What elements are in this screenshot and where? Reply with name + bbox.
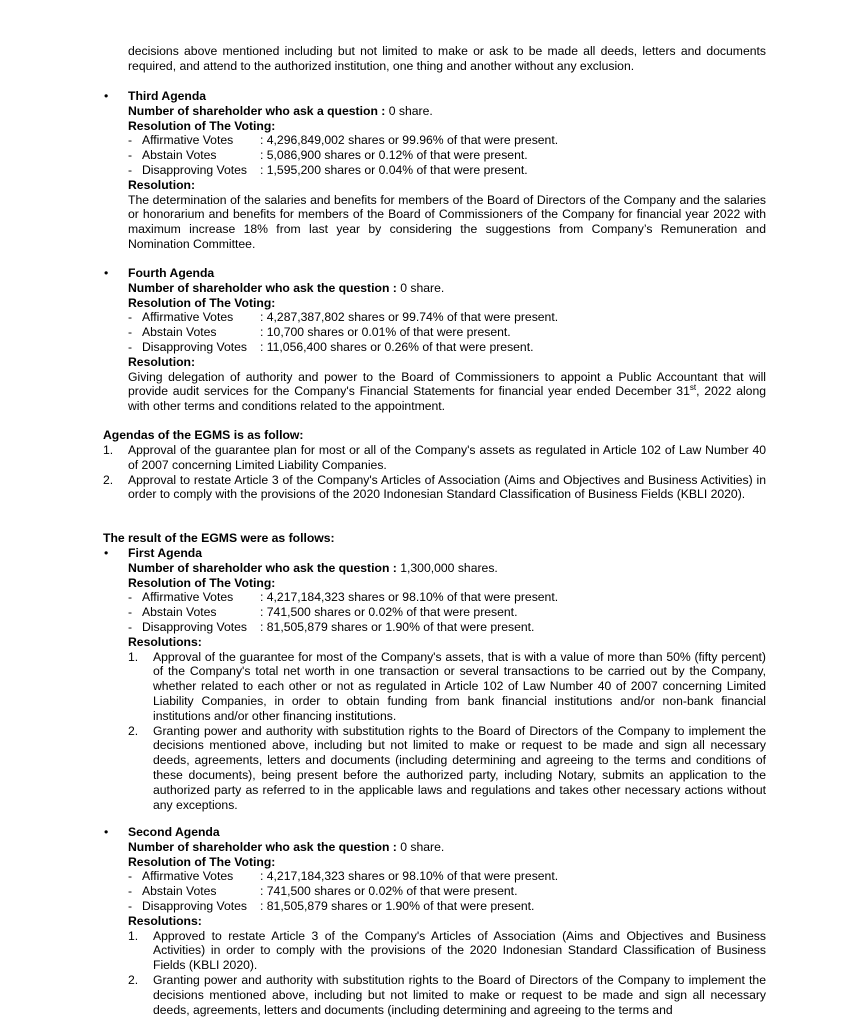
list-item-text: Approval to restate Article 3 of the Company's Articles of Association (Aims and Objectives and Business Activities) in order to comply with the provisions of the 2020 Indonesian Standard Classification of Business Fields (KBLI 2020). bbox=[128, 472, 766, 502]
vote-row: - Abstain Votes : 741,500 shares or 0.02% of that were present. bbox=[128, 884, 518, 899]
question-line bbox=[128, 281, 766, 296]
vote-value: : 1,595,200 shares or 0.04% of that were present. bbox=[260, 162, 528, 177]
egms-agendas-list bbox=[103, 443, 766, 502]
egms-result-heading: The result of the EGMS were as follows: bbox=[103, 531, 335, 545]
vote-label: Abstain Votes bbox=[142, 325, 217, 340]
agenda-title: Second Agenda bbox=[128, 825, 220, 839]
vote-row: - Disapproving Votes : 81,505,879 shares or 1.90% of that were present. bbox=[128, 619, 535, 634]
agenda-title: Third Agenda bbox=[128, 89, 207, 103]
question-line bbox=[128, 561, 766, 576]
intro-paragraph: decisions above mentioned including but not limited to make or ask to be made all deeds, letters and documents required, and attend to the authorized institution, one thing and another without any exclusion. bbox=[128, 44, 766, 73]
resolution-item-text: Approval of the guarantee for most of the Company's assets, that is with a value of more than 50% (fifty percent) of the Company's total net worth in one transaction or several transactions to be carried out by the Company, whether related to each other or not as regulated in Article 102 of Law Number 40 of 2007 concerning Limited Liability Companies, in order to obtain funding from bank financial institutions and/or non-bank financial institutions and/or other financing institutions. bbox=[153, 649, 766, 723]
voting-label: Resolution of The Voting: bbox=[128, 854, 276, 869]
vote-label: Abstain Votes bbox=[142, 605, 217, 620]
resolution-label: Resolution: bbox=[128, 177, 196, 192]
vote-label: Disapproving Votes bbox=[142, 898, 248, 913]
vote-value: : 4,287,387,802 shares or 99.74% of that were present. bbox=[260, 310, 559, 325]
vote-row: - Disapproving Votes : 1,595,200 shares or 0.04% of that were present. bbox=[128, 162, 528, 177]
question-label: Number of shareholder who ask a question : bbox=[128, 103, 386, 118]
vote-row: - Disapproving Votes : 81,505,879 shares or 1.90% of that were present. bbox=[128, 898, 535, 913]
vote-value: : 4,217,184,323 shares or 98.10% of that were present. bbox=[260, 869, 559, 884]
vote-label: Affirmative Votes bbox=[142, 869, 234, 884]
list-number: 2. bbox=[128, 723, 139, 738]
vote-row: - Disapproving Votes : 11,056,400 shares or 0.26% of that were present. bbox=[128, 339, 534, 354]
ordinal-suffix: st bbox=[689, 383, 697, 393]
fourth-agenda-section bbox=[104, 266, 766, 414]
vote-label: Affirmative Votes bbox=[142, 590, 234, 605]
vote-row: - Affirmative Votes : 4,287,387,802 shares or 99.74% of that were present. bbox=[128, 310, 559, 325]
bullet-icon: • bbox=[104, 266, 109, 280]
vote-label: Disapproving Votes bbox=[142, 162, 248, 177]
bullet-icon: • bbox=[104, 89, 109, 103]
list-item bbox=[103, 443, 766, 473]
vote-value: : 81,505,879 shares or 1.90% of that were present. bbox=[260, 898, 535, 913]
resolution-text bbox=[128, 370, 766, 414]
resolution-item bbox=[128, 650, 766, 724]
resolution-text: The determination of the salaries and benefits for members of the Board of Directors of the Company and the salaries or honorarium and benefits for members of the Board of Commissioners of the Company for financial year 2022 with maximum increase 18% from last year by considering the suggestions from Company’s Remuneration and Nomination Committee. bbox=[128, 192, 766, 251]
list-number: 1. bbox=[103, 443, 114, 457]
vote-label: Abstain Votes bbox=[142, 148, 217, 163]
vote-label: Disapproving Votes bbox=[142, 339, 248, 354]
egms-agendas-heading: Agendas of the EGMS is as follow: bbox=[103, 428, 304, 442]
vote-value: : 4,296,849,002 shares or 99.96% of that were present. bbox=[260, 133, 559, 148]
vote-row: - Abstain Votes : 741,500 shares or 0.02% of that were present. bbox=[128, 605, 518, 620]
vote-label: Affirmative Votes bbox=[142, 133, 234, 148]
voting-label: Resolution of The Voting: bbox=[128, 295, 276, 310]
third-agenda-section bbox=[104, 89, 766, 252]
resolution-item-text: Granting power and authority with substitution rights to the Board of Directors of the Company to implement the decisions mentioned above, including but not limited to make or request to be made and sign all necessary deeds, agreements, letters and documents (including determining and agreeing to the terms and bbox=[153, 972, 766, 1017]
vote-row: - Affirmative Votes : 4,217,184,323 shares or 98.10% of that were present. bbox=[128, 590, 559, 605]
question-label: Number of shareholder who ask the question : bbox=[128, 280, 397, 295]
resolution-item bbox=[128, 724, 766, 813]
voting-label: Resolution of The Voting: bbox=[128, 575, 276, 590]
bullet-icon: • bbox=[104, 546, 109, 560]
resolution-item bbox=[128, 973, 766, 1017]
vote-value: : 741,500 shares or 0.02% of that were present. bbox=[260, 884, 518, 899]
vote-value: : 10,700 shares or 0.01% of that were present. bbox=[260, 325, 511, 340]
voting-label: Resolution of The Voting: bbox=[128, 118, 276, 133]
question-value: 0 share. bbox=[396, 839, 445, 854]
list-item bbox=[103, 473, 766, 503]
vote-label: Affirmative Votes bbox=[142, 310, 234, 325]
resolutions-label: Resolutions: bbox=[128, 634, 202, 649]
agenda-title: Fourth Agenda bbox=[128, 266, 215, 280]
bullet-icon: • bbox=[104, 825, 109, 839]
vote-row: - Affirmative Votes : 4,217,184,323 shares or 98.10% of that were present. bbox=[128, 869, 559, 884]
list-number: 2. bbox=[128, 972, 139, 987]
question-label: Number of shareholder who ask the question : bbox=[128, 560, 397, 575]
list-number: 2. bbox=[103, 472, 114, 487]
resolutions-label: Resolutions: bbox=[128, 913, 202, 928]
question-value: 0 share. bbox=[396, 280, 445, 295]
first-agenda-section bbox=[104, 546, 766, 812]
list-number: 1. bbox=[128, 649, 139, 664]
vote-value: : 5,086,900 shares or 0.12% of that were present. bbox=[260, 148, 528, 163]
question-line bbox=[128, 840, 766, 855]
vote-row: - Abstain Votes : 10,700 shares or 0.01% of that were present. bbox=[128, 325, 511, 340]
list-number: 1. bbox=[128, 928, 139, 943]
question-label: Number of shareholder who ask the question : bbox=[128, 839, 397, 854]
vote-row: - Abstain Votes : 5,086,900 shares or 0.12% of that were present. bbox=[128, 148, 528, 163]
vote-row: - Affirmative Votes : 4,296,849,002 shares or 99.96% of that were present. bbox=[128, 133, 559, 148]
vote-value: : 741,500 shares or 0.02% of that were present. bbox=[260, 605, 518, 620]
vote-label: Abstain Votes bbox=[142, 884, 217, 899]
vote-value: : 11,056,400 shares or 0.26% of that were present. bbox=[260, 339, 534, 354]
vote-value: : 4,217,184,323 shares or 98.10% of that were present. bbox=[260, 590, 559, 605]
agenda-title: First Agenda bbox=[128, 546, 203, 560]
question-value: 1,300,000 shares. bbox=[396, 560, 498, 575]
resolution-label: Resolution: bbox=[128, 354, 196, 369]
vote-value: : 81,505,879 shares or 1.90% of that were present. bbox=[260, 619, 535, 634]
resolution-text-part: , 2022 along with other terms and conditions related to the appointment. bbox=[128, 384, 767, 414]
resolution-text-part: Giving delegation of authority and power to the Board of Commissioners to appoint a Public Accountant that will provide audit services for the Company's Financial Statements for financial year ended December 31 bbox=[128, 369, 766, 399]
resolution-item-text: Approved to restate Article 3 of the Company's Articles of Association (Aims and Objectives and Business Activities) in order to comply with the provisions of the 2020 Indonesian Standard Classification of Business Fields (KBLI 2020). bbox=[153, 928, 766, 973]
second-agenda-section bbox=[104, 825, 766, 1017]
resolution-item-text: Granting power and authority with substitution rights to the Board of Directors of the Company to implement the decisions mentioned above, including but not limited to make or request to be made and sign all necessary deeds, agreements, letters and documents (including determining and agreeing to the terms and conditions of these documents), being present before the authorized party, including Notary, submits an application to the authorized party as referred to in the applicable laws and regulations and takes other necessary actions without any exceptions. bbox=[153, 723, 766, 812]
question-value: 0 share. bbox=[385, 103, 433, 118]
vote-label: Disapproving Votes bbox=[142, 619, 248, 634]
question-line bbox=[128, 104, 766, 119]
resolution-item bbox=[128, 929, 766, 973]
list-item-text: Approval of the guarantee plan for most or all of the Company's assets as regulated in Article 102 of Law Number 40 of 2007 concerning Limited Liability Companies. bbox=[128, 443, 766, 472]
